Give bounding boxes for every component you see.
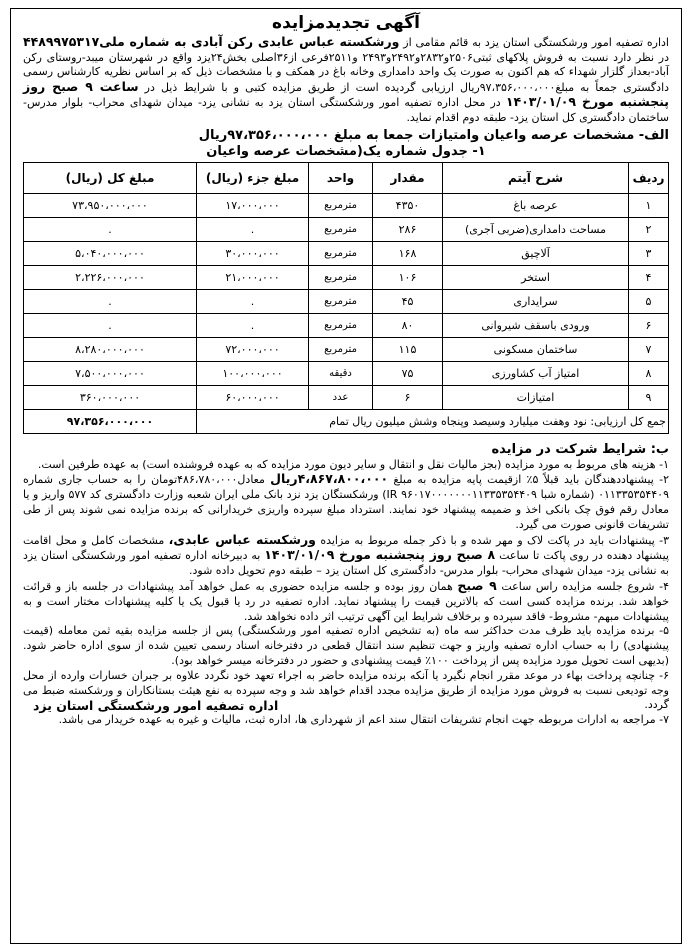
condition-2-part-a: ۲- پیشنهاددهندگان باید قبلاً ۵٪ ازقیمت پایه مزایده به مبلغ [393, 473, 670, 487]
item-unit-price: ۲۱،۰۰۰،۰۰۰ [197, 265, 309, 289]
item-unit: مترمربع [309, 193, 373, 217]
condition-4-part-a: ۴- شروع جلسه مزایده راس ساعت [501, 579, 670, 593]
submission-deadline: ۸ صبح روز پنجشنبه مورخ ۱۴۰۳/۰۱/۰۹ [264, 547, 496, 563]
item-description: آلاچیق [443, 241, 629, 265]
row-number: ۱ [629, 193, 669, 217]
item-unit: مترمربع [309, 241, 373, 265]
item-description: استخر [443, 265, 629, 289]
table-header-row [24, 162, 669, 193]
row-number: ۸ [629, 361, 669, 385]
condition-3 [23, 533, 669, 579]
section-b-heading: ب: شرایط شرکت در مزایده [491, 441, 669, 457]
issuer-signature: اداره تصفیه امور ورشکستگی استان یزد [33, 697, 279, 713]
condition-3-part-c: مشخصات کامل و محل اقامت پیشنهاد دهنده در روی پاکت تا ساعت [23, 533, 669, 563]
col-unit: واحد [309, 162, 373, 193]
table-total-row [24, 409, 669, 433]
session-time: ۹ صبح [457, 577, 497, 593]
item-description: امتیاز آب کشاورزی [443, 361, 629, 385]
table-row [24, 385, 669, 409]
item-unit: عدد [309, 385, 373, 409]
item-unit-price: ۷۲،۰۰۰،۰۰۰ [197, 337, 309, 361]
condition-5: ۵- برنده مزایده باید ظرف مدت حداکثر سه ماه (به تشخیص اداره تصفیه امور ورشکستگی) پس از جلسه مزایده بقیه ثمن معامله (قیمت پیشنهادی) را به حساب اداره تصفیه واریز و جهت تنظیم سند انتقال قطعی در دفترخانه اسناد رسمی تعیین شده از سوی اداره حاضر شود. (بدیهی است تحویل مورد مزایده پس از پرداخت ۱۰۰٪ قیمت پیشنهادی و حضور در دفترخانه میسر خواهد بود). [23, 624, 669, 667]
item-description: مساحت دامداری(ضربی آجری) [443, 217, 629, 241]
item-description: امتیازات [443, 385, 629, 409]
item-description: عرصه باغ [443, 193, 629, 217]
notice-title: آگهی تجدیدمزایده [272, 13, 420, 33]
col-row-number: ردیف [629, 162, 669, 193]
condition-2-part-c: معادل۴۸۶،۷۸۰،۰۰۰تومان را به حساب جاری شماره ۰۱۱۳۳۵۳۵۴۴۰۹ (شماره شبا IR ۹۶۰۱۷۰۰۰۰۰۰۰۱۱۳۳۵۳۵۴۴۰۹) ورشکستگان یزد نزد بانک ملی ایران شعبه وزارت دادگستری کد ۵۷۷ واریز و یا معادل رقم فوق چک بانکی اخذ و ضمیمه پیشنهاد خود نمایند. استرداد مبلغ سپرده واریزی خریدارانی که برنده مزایده نمی شوند پس از طی تشریفات قانونی صورت می گیرد. [23, 473, 669, 531]
auction-time: ساعت ۹ صبح روز پنجشنبه مورخ ۱۴۰۳/۰۱/۰۹ [23, 78, 669, 110]
item-quantity: ۶ [373, 385, 443, 409]
deposit-amount: ۴،۸۶۷،۸۰۰،۰۰۰ریال [270, 471, 389, 487]
item-unit: مترمربع [309, 265, 373, 289]
item-unit-price: ۳۰،۰۰۰،۰۰۰ [197, 241, 309, 265]
item-unit-price: . [197, 289, 309, 313]
row-number: ۵ [629, 289, 669, 313]
item-unit: مترمربع [309, 289, 373, 313]
item-quantity: ۸۰ [373, 313, 443, 337]
condition-1: ۱- هزینه های مربوط به مورد مزایده (بجز مالیات نقل و انتقال و سایر دیون مورد مزایده که به عهده فروشنده است) به عهده طرفین است. [37, 457, 669, 471]
row-number: ۹ [629, 385, 669, 409]
condition-4 [23, 579, 669, 624]
row-number: ۷ [629, 337, 669, 361]
item-total-price: . [24, 313, 197, 337]
item-unit: دقیقه [309, 361, 373, 385]
item-quantity: ۴۵ [373, 289, 443, 313]
intro-part-3: در محل اداره تصفیه امور ورشکستگی استان یزد به نشانی یزد- میدان شهدای محراب- بلوار مدرس- ساختمان دادگستری کل استان یزد- طبقه دوم اقدام نماید. [23, 96, 669, 124]
item-unit-price: ۱۰۰،۰۰۰،۰۰۰ [197, 361, 309, 385]
item-total-price: ۷۳،۹۵۰،۰۰۰،۰۰۰ [24, 193, 197, 217]
item-unit-price: ۱۷،۰۰۰،۰۰۰ [197, 193, 309, 217]
row-number: ۶ [629, 313, 669, 337]
item-quantity: ۲۸۶ [373, 217, 443, 241]
item-description: ورودی باسقف شیروانی [443, 313, 629, 337]
total-label: جمع کل ارزیابی: نود وهفت میلیارد وسیصد وپنجاه وشش میلیون ریال تمام [197, 409, 669, 433]
item-total-price: . [24, 289, 197, 313]
item-total-price: ۷،۵۰۰،۰۰۰،۰۰۰ [24, 361, 197, 385]
item-quantity: ۴۳۵۰ [373, 193, 443, 217]
condition-7-text: ۷- مراجعه به ادارات مربوطه جهت انجام تشریفات انتقال سند اعم از شهرداری ها، اداره ثبت، مالیات و غیره به عهده خریدار می باشد. [58, 713, 669, 727]
item-unit-price: . [197, 313, 309, 337]
item-quantity: ۱۰۶ [373, 265, 443, 289]
col-description: شرح آیتم [443, 162, 629, 193]
row-number: ۲ [629, 217, 669, 241]
condition-2 [23, 472, 669, 532]
condition-4-part-c: همان روز بوده و جلسه مزایده حضوری به عمل خواهد آمد پیشنهادات در جلسه باز و قرائت خواهد شد. برنده مزایده کسی است که بالاترین قیمت را پیشنهاد نماید. اداره تصفیه در رد یا قبول یک یا کلیه پیشنهادات مختار است و به پیشنهادات مبهم- مشروط- فاقد سپرده و برخلاف شرایط این آگهی ترتیب اثر داده نخواهد شد. [23, 579, 669, 623]
table-row [24, 313, 669, 337]
table-row [24, 217, 669, 241]
item-total-price: . [24, 217, 197, 241]
condition-3-part-e: به دبیرخانه اداره تصفیه امور ورشکستگی استان یزد به نشانی یزد- میدان شهدای محراب- بلوار مدرس- دادگستری کل استان یزد – طبقه دوم تحویل داده شود. [23, 549, 669, 578]
property-table [23, 162, 669, 434]
col-total-price: مبلغ کل (ریال) [24, 162, 197, 193]
table-row [24, 337, 669, 361]
intro-part-1: اداره تصفیه امور ورشکستگی استان یزد به قائم مقامی از [403, 36, 669, 49]
table-row [24, 361, 669, 385]
table-row [24, 193, 669, 217]
item-unit: مترمربع [309, 217, 373, 241]
condition-3-bankrupt: ورشکسته عباس عابدی، [168, 531, 316, 547]
row-number: ۴ [629, 265, 669, 289]
item-unit: مترمربع [309, 337, 373, 361]
item-unit-price: ۶۰،۰۰۰،۰۰۰ [197, 385, 309, 409]
intro-paragraph [23, 35, 669, 126]
item-description: ساختمان مسکونی [443, 337, 629, 361]
item-total-price: ۲،۲۲۶،۰۰۰،۰۰۰ [24, 265, 197, 289]
bankrupt-name: ورشکسته عباس عابدی رکن آبادی به شماره ملی۴۴۸۹۹۷۵۳۱۷ [23, 34, 400, 49]
intro-part-2: در نظر دارد نسبت به فروش پلاکهای ثبتی۲۵۰۶و۲۸۳۲و۲۴۹۲و۲۴۹۳ و۲۵۱۱فرعی از۳۶اصلی بخش۲۴یزد واقع در شهرستان میبد-روستای رکن آباد-بعداز گلزار شهداء که هم اکنون به صورت یک واحد دامداری وخانه باغ در همکف و با مشخصات ذیل که بر اساس نظریه کارشناس رسمی دادگستری جمعاً به مبلغ۹۷،۳۵۶،۰۰۰،۰۰۰ریال ارزیابی گردیده است از طریق مزایده کتبی و با شرایط ذیل در [23, 50, 670, 94]
item-description: سرایداری [443, 289, 629, 313]
table-row [24, 289, 669, 313]
item-total-price: ۳۶۰،۰۰۰،۰۰۰ [24, 385, 197, 409]
item-unit-price: . [197, 217, 309, 241]
section-a-heading: الف- مشخصات عرصه واعیان وامتیازات جمعا به مبلغ ۹۷،۳۵۶،۰۰۰،۰۰۰ریال [198, 127, 669, 143]
table-row [24, 265, 669, 289]
item-total-price: ۵،۰۴۰،۰۰۰،۰۰۰ [24, 241, 197, 265]
item-unit: مترمربع [309, 313, 373, 337]
condition-7 [23, 713, 669, 728]
condition-6: ۶- چنانچه پرداخت بهاء در موعد مقرر انجام نگیرد یا آنکه برنده مزایده حاضر به اجراء تعهد خود نگردد علاوه بر جبران خسارات وارده از محل وجه تودیعی نسبت به فروش مورد مزایده از طریق مزایده مجدد اقدام خواهد شد و وجه سپرده به نفع هیئت بستانکاران و ورشکسته ضبط می گردد. [23, 668, 669, 712]
col-unit-price: مبلغ جزء (ریال) [197, 162, 309, 193]
table-title: ۱- جدول شماره یک(مشخصات عرصه واعیان [206, 143, 486, 159]
table-row [24, 241, 669, 265]
item-quantity: ۱۶۸ [373, 241, 443, 265]
auction-notice [10, 8, 682, 944]
total-value: ۹۷،۳۵۶،۰۰۰،۰۰۰ [24, 409, 197, 433]
item-quantity: ۱۱۵ [373, 337, 443, 361]
item-quantity: ۷۵ [373, 361, 443, 385]
col-quantity: مقدار [373, 162, 443, 193]
condition-3-part-a: ۳- پیشنهادات باید در پاکت لاک و مهر شده و با ذکر جمله مربوط به مزایده [320, 533, 670, 547]
item-total-price: ۸،۲۸۰،۰۰۰،۰۰۰ [24, 337, 197, 361]
row-number: ۳ [629, 241, 669, 265]
